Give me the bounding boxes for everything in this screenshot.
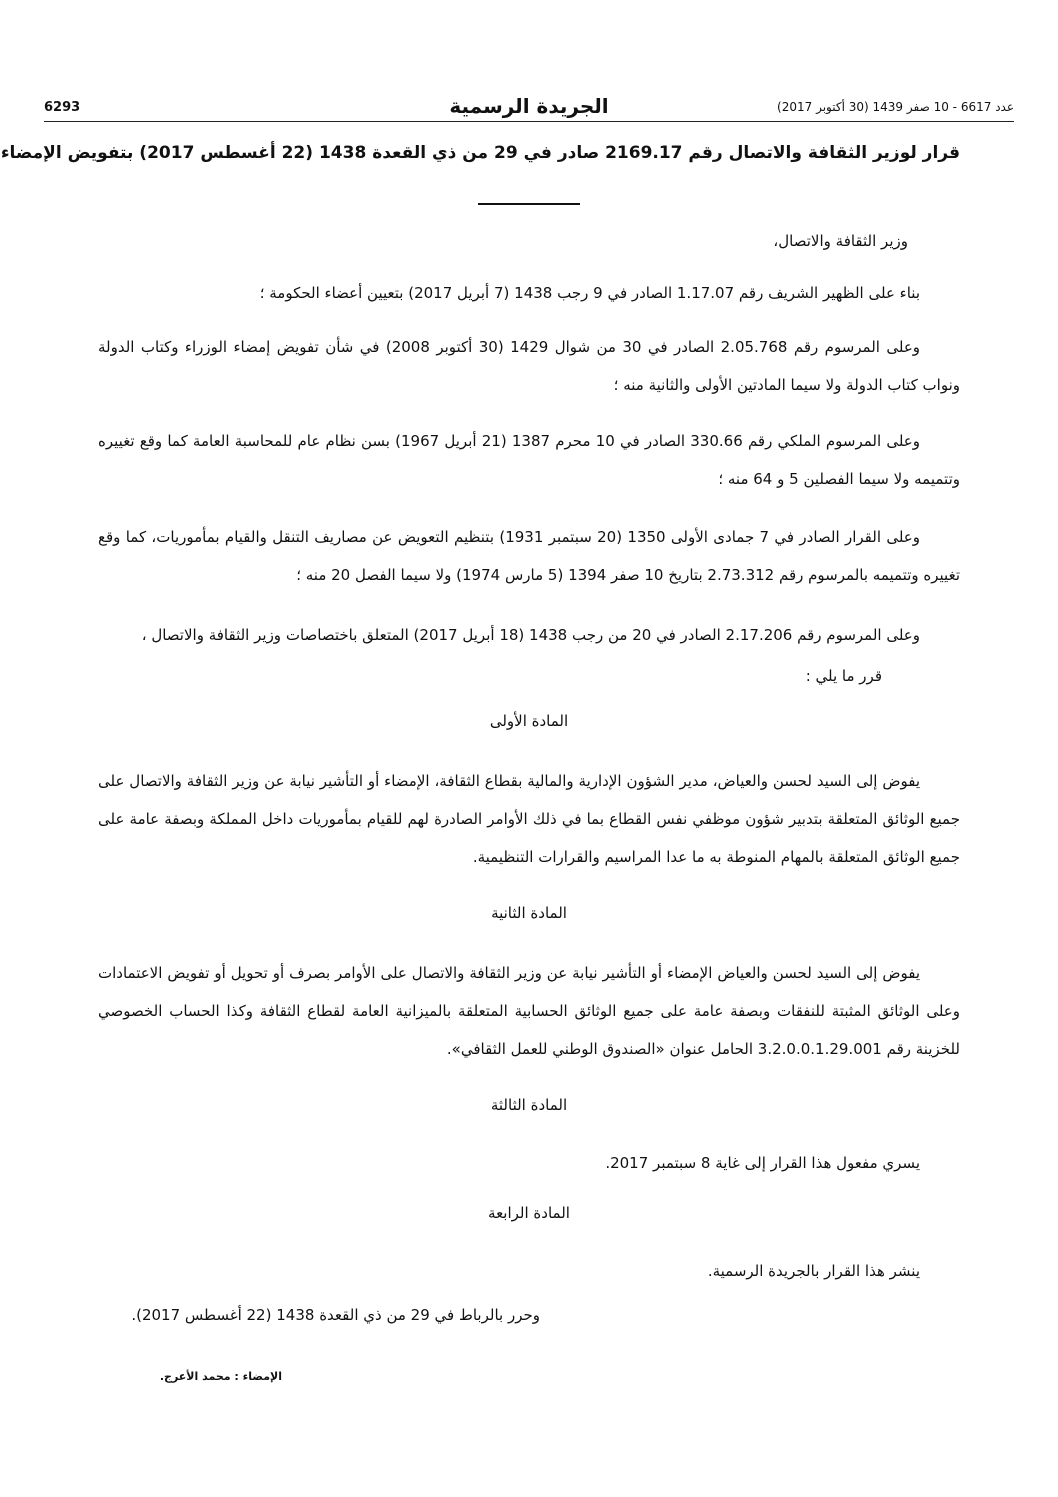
preamble-paragraph-1: بناء على الظهير الشريف رقم 1.17.07 الصادر في 9 رجب 1438 (7 أبريل 2017) بتعيين أعضاء الحكومة ؛ xyxy=(259,284,920,302)
preamble-paragraph-2: وعلى المرسوم رقم 2.05.768 الصادر في 30 من شوال 1429 (30 أكتوبر 2008) في شأن تفويض إمضاء الوزراء وكتاب الدولة ونواب كتاب الدولة ولا سيما المادتين الأولى والثانية منه ؛ xyxy=(98,338,960,394)
article-2-heading: المادة الثانية xyxy=(491,904,567,922)
decree-title: قرار لوزير الثقافة والاتصال رقم 2169.17 صادر في 29 من ذي القعدة 1438 (22 أغسطس 2017) بتفويض الإمضاء xyxy=(0,143,960,163)
preamble-paragraph-3: وعلى المرسوم الملكي رقم 330.66 الصادر في 10 محرم 1387 (21 أبريل 1967) بسن نظام عام للمحاسبة العامة كما وقع تغييره وتتميمه ولا سيما الفصلين 5 و 64 منه ؛ xyxy=(98,432,960,488)
article-4-text: ينشر هذا القرار بالجريدة الرسمية. xyxy=(707,1262,920,1280)
signature-line: الإمضاء : محمد الأعرج. xyxy=(159,1370,282,1383)
preamble-paragraph-4: وعلى القرار الصادر في 7 جمادى الأولى 1350 (20 سبتمبر 1931) بتنظيم التعويض عن مصاريف التنقل والقيام بمأموريات، كما وقع تغييره وتتميمه بالمرسوم رقم 2.73.312 بتاريخ 10 صفر 1394 (5 مارس 1974) ولا سيما الفصل 20 منه ؛ xyxy=(98,528,960,584)
gazette-name: الجريدة الرسمية xyxy=(449,94,609,118)
minister-line: وزير الثقافة والاتصال، xyxy=(773,232,908,250)
page-number: 6293 xyxy=(44,100,81,115)
header-divider xyxy=(44,121,1014,122)
article-1-text: يفوض إلى السيد لحسن والعياض، مدير الشؤون الإدارية والمالية بقطاع الثقافة، الإمضاء أو التأشير نيابة عن وزير الثقافة والاتصال على جميع الوثائق المتعلقة بتدبير شؤون موظفي نفس القطاع بما في ذلك الأوامر الصادرة لهم للقيام بمأموريات داخل المملكة وبصفة عامة على جميع الوثائق المتعلقة بالمهام المنوطة به ما عدا المراسيم والقرارات التنظيمية. xyxy=(98,772,960,866)
article-2-text: يفوض إلى السيد لحسن والعياض الإمضاء أو التأشير نيابة عن وزير الثقافة والاتصال على الأوامر بصرف أو تحويل أو تفويض الاعتمادات وعلى الوثائق المثبتة للنفقات وبصفة عامة على جميع الوثائق الحسابية المتعلقة بالميزانية العامة لقطاع الثقافة وكذا الحساب الخصوصي للخزينة رقم 3.2.0.0.1.29.001 الحامل عنوان «الصندوق الوطني للعمل الثقافي». xyxy=(98,964,960,1058)
page-header xyxy=(44,94,1014,124)
decides-line: قرر ما يلي : xyxy=(805,667,882,685)
article-3-text: يسري مفعول هذا القرار إلى غاية 8 سبتمبر 2017. xyxy=(605,1154,920,1172)
article-1-heading: المادة الأولى xyxy=(489,712,569,730)
article-4-heading: المادة الرابعة xyxy=(488,1204,570,1222)
issue-info: عدد 6617 - 10 صفر 1439 (30 أكتوبر 2017) xyxy=(777,100,1014,114)
title-divider xyxy=(478,203,580,205)
article-3-heading: المادة الثالثة xyxy=(490,1096,568,1114)
preamble-paragraph-5: وعلى المرسوم رقم 2.17.206 الصادر في 20 من رجب 1438 (18 أبريل 2017) المتعلق باختصاصات وزير الثقافة والاتصال ، xyxy=(141,626,920,644)
closing-line: وحرر بالرباط في 29 من ذي القعدة 1438 (22 أغسطس 2017). xyxy=(131,1306,540,1324)
